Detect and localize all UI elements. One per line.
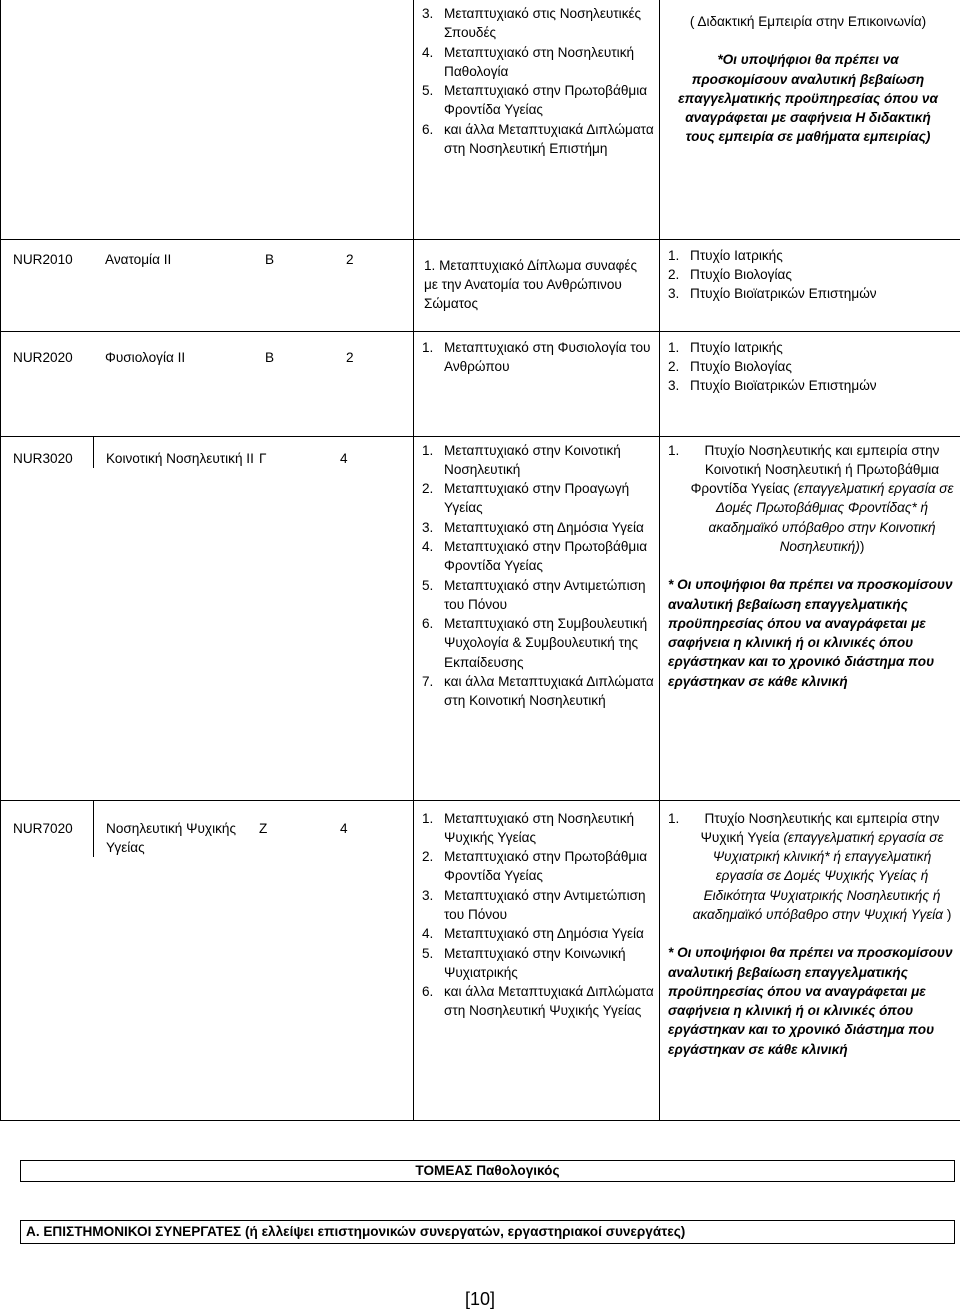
course-title: Νοσηλευτική Ψυχικής Υγείας [106, 820, 236, 855]
table-row [1, 331, 960, 436]
teaching-experience-text: ( Διδακτική Εμπειρία στην Επικοινωνία) [689, 14, 927, 29]
list-item: 6. και άλλα Μεταπτυχιακά Διπλώματα στη Νοσηλευτική Ψυχικής Υγείας [422, 984, 654, 1019]
list-item: 5. Μεταπτυχιακό στην Κοινωνική Ψυχιατρικής [422, 945, 626, 980]
course-semester: Β [265, 251, 275, 267]
supporting-documents-note: * Οι υποψήφιοι θα πρέπει να προσκομίσουν αναλυτική βεβαίωση επαγγελματικής προϋπηρεσίας όπου να αναγράφεται με σαφήνεια η κλινική ή οι κλινικές όπου εργάστηκαν και το χρονικό διάστημα που εργάστηκαν σε κάθε κλινική [668, 945, 953, 1057]
course-credits: 2 [346, 251, 354, 267]
list-item: 1. Μεταπτυχιακό στη Νοσηλευτική Ψυχικής Υγείας [422, 810, 635, 845]
list-item: 1. Μεταπτυχιακό στην Κοινοτική Νοσηλευτική [422, 442, 621, 477]
table-row [1, 239, 960, 331]
list-item: 7. και άλλα Μεταπτυχιακά Διπλώματα στη Κοινοτική Νοσηλευτική [422, 674, 654, 709]
postgrad-cell [414, 0, 660, 239]
course-code: NUR7020 [1, 801, 94, 858]
list-item: 4. Μεταπτυχιακό στη Νοσηλευτική Παθολογία [422, 44, 635, 79]
course-credits: 4 [340, 820, 348, 836]
scientific-staff-heading: Α. ΕΠΙΣΤΗΜΟΝΙΚΟΙ ΣΥΝΕΡΓΑΤΕΣ (ή ελλείψει επιστημονικών συνεργατών, εργαστηριακοί συνεργάτες) [20, 1220, 955, 1244]
course-semester: Ζ [259, 820, 268, 836]
table-row [1, 0, 960, 239]
course-info [1, 240, 413, 269]
list-item: 2. Πτυχίο Βιολογίας [668, 266, 792, 282]
list-item: 4. Μεταπτυχιακό στην Πρωτοβάθμια Φροντίδα Υγείας [422, 538, 648, 574]
course-info [1, 332, 413, 367]
postgrad-list [414, 809, 659, 1021]
list-item: 6. Μεταπτυχιακό στη Συμβουλευτική Ψυχολογία & Συμβουλευτική της Εκπαίδευσης [422, 616, 648, 670]
list-item: 1. Πτυχίο Ιατρικής [668, 339, 783, 355]
list-item: 3. Μεταπτυχιακό στις Νοσηλευτικές Σπουδές [422, 6, 642, 41]
degree-text: Πτυχίο Νοσηλευτικής και εμπειρία στην Κοινοτική Νοσηλευτική ή Πρωτοβάθμια Φροντίδα Υγείας (επαγγελματική εργασία σε Δομές Πρωτοβάθμιας Φροντίδας* ή ακαδημαϊκό υπόβαθρο στην Κοινοτική Νοσηλευτική)) [690, 442, 954, 554]
list-item: 1. Πτυχίο Νοσηλευτικής και εμπειρία στην Κοινοτική Νοσηλευτική ή Πρωτοβάθμια Φροντίδα Υγείας (επαγγελματική εργασία σε Δομές Πρωτοβάθμιας Φροντίδας* ή ακαδημαϊκό υπόβαθρο στην Κοινοτική Νοσηλευτική)) [660, 441, 954, 557]
course-info-cell [1, 0, 414, 239]
list-item: 6. και άλλα Μεταπτυχιακά Διπλώματα στη Νοσηλευτική Επιστήμη [422, 121, 654, 157]
degree-list [660, 338, 960, 396]
course-credits: 4 [340, 450, 348, 466]
course-credits: 2 [346, 349, 354, 365]
course-code: NUR2010 [13, 251, 73, 267]
sector-banner: ΤΟΜΕΑΣ Παθολογικός [20, 1160, 955, 1182]
list-item: 2. Μεταπτυχιακό στην Προαγωγή Υγείας [422, 481, 630, 516]
postgrad-text: 1. Μεταπτυχιακό Δίπλωμα συναφές με την Ανατομία του Ανθρώπινου Σώματος [424, 257, 638, 312]
list-item: 3. Πτυχίο Βιοϊατρικών Επιστημών [668, 378, 877, 394]
supporting-documents-note: * Οι υποψήφιοι θα πρέπει να προσκομίσουν αναλυτική βεβαίωση επαγγελματικής προϋπηρεσίας όπου να αναγράφεται με σαφήνεια η κλινική ή οι κλινικές όπου εργάστηκαν και το χρονικό διάστημα που εργάστηκαν σε κάθε κλινική [668, 577, 953, 689]
list-item: 2. Μεταπτυχιακό στην Πρωτοβάθμια Φροντίδα Υγείας [422, 849, 648, 884]
degree-cell [660, 0, 960, 239]
page-number: [10] [464, 1289, 496, 1309]
supporting-documents-note: *Οι υποψήφιοι θα πρέπει να προσκομίσουν αναλυτική βεβαίωση επαγγελματικής προϋπηρεσίας όπου να αναγράφεται με σαφήνεια Η διδακτική τους εμπειρία σε μαθήματα εμπειρίας) [678, 52, 938, 145]
degree-list [660, 441, 954, 557]
course-title: Ανατομία ΙΙ [105, 251, 172, 267]
degree-text: Πτυχίο Νοσηλευτικής και εμπειρία στην Ψυχική Υγεία (επαγγελματική εργασία σε Ψυχιατρική κλινική* ή επαγγελματική εργασία σε Δομές Ψυχικής Υγείας ή Ειδικότητα Ψυχιατρικής Νοσηλευτικής ή ακαδημαϊκό υπόβαθρο στην Ψυχική Υγεία ) [692, 810, 952, 922]
course-title: Φυσιολογία ΙΙ [105, 349, 186, 365]
table-row [1, 436, 960, 800]
list-item: 5. Μεταπτυχιακό στην Πρωτοβάθμια Φροντίδα Υγείας [422, 83, 648, 118]
degree-list [660, 809, 954, 925]
postgrad-list [414, 4, 659, 158]
postgrad-list [414, 441, 659, 711]
degree-list [660, 246, 960, 304]
list-item: 1. Πτυχίο Νοσηλευτικής και εμπειρία στην Ψυχική Υγεία (επαγγελματική εργασία σε Ψυχιατρική κλινική* ή επαγγελματική εργασία σε Δομές Ψυχικής Υγείας ή Ειδικότητα Ψυχιατρικής Νοσηλευτικής ή ακαδημαϊκό υπόβαθρο στην Ψυχική Υγεία ) [660, 809, 954, 925]
list-item: 2. Πτυχίο Βιολογίας [668, 358, 792, 374]
list-item: 3. Πτυχίο Βιοϊατρικών Επιστημών [668, 286, 877, 302]
course-semester: Β [265, 349, 275, 365]
course-code: NUR3020 [1, 437, 94, 468]
list-item: 1. Πτυχίο Ιατρικής [668, 247, 783, 263]
course-code: NUR2020 [13, 349, 73, 365]
list-item: 3. Μεταπτυχιακό στην Αντιμετώπιση του Πόνου [422, 887, 646, 922]
course-semester: Γ [259, 450, 267, 466]
list-item: 5. Μεταπτυχιακό στην Αντιμετώπιση του Πόνου [422, 577, 646, 612]
list-item: 1. Μεταπτυχιακό στη Φυσιολογία του Ανθρώπου [422, 339, 651, 374]
list-item: 4. Μεταπτυχιακό στη Δημόσια Υγεία [422, 926, 644, 942]
table-row [1, 800, 960, 1120]
list-item: 3. Μεταπτυχιακό στη Δημόσια Υγεία [422, 519, 644, 535]
postgrad-list [414, 338, 659, 377]
course-title: Κοινοτική Νοσηλευτική ΙΙ [106, 450, 254, 466]
